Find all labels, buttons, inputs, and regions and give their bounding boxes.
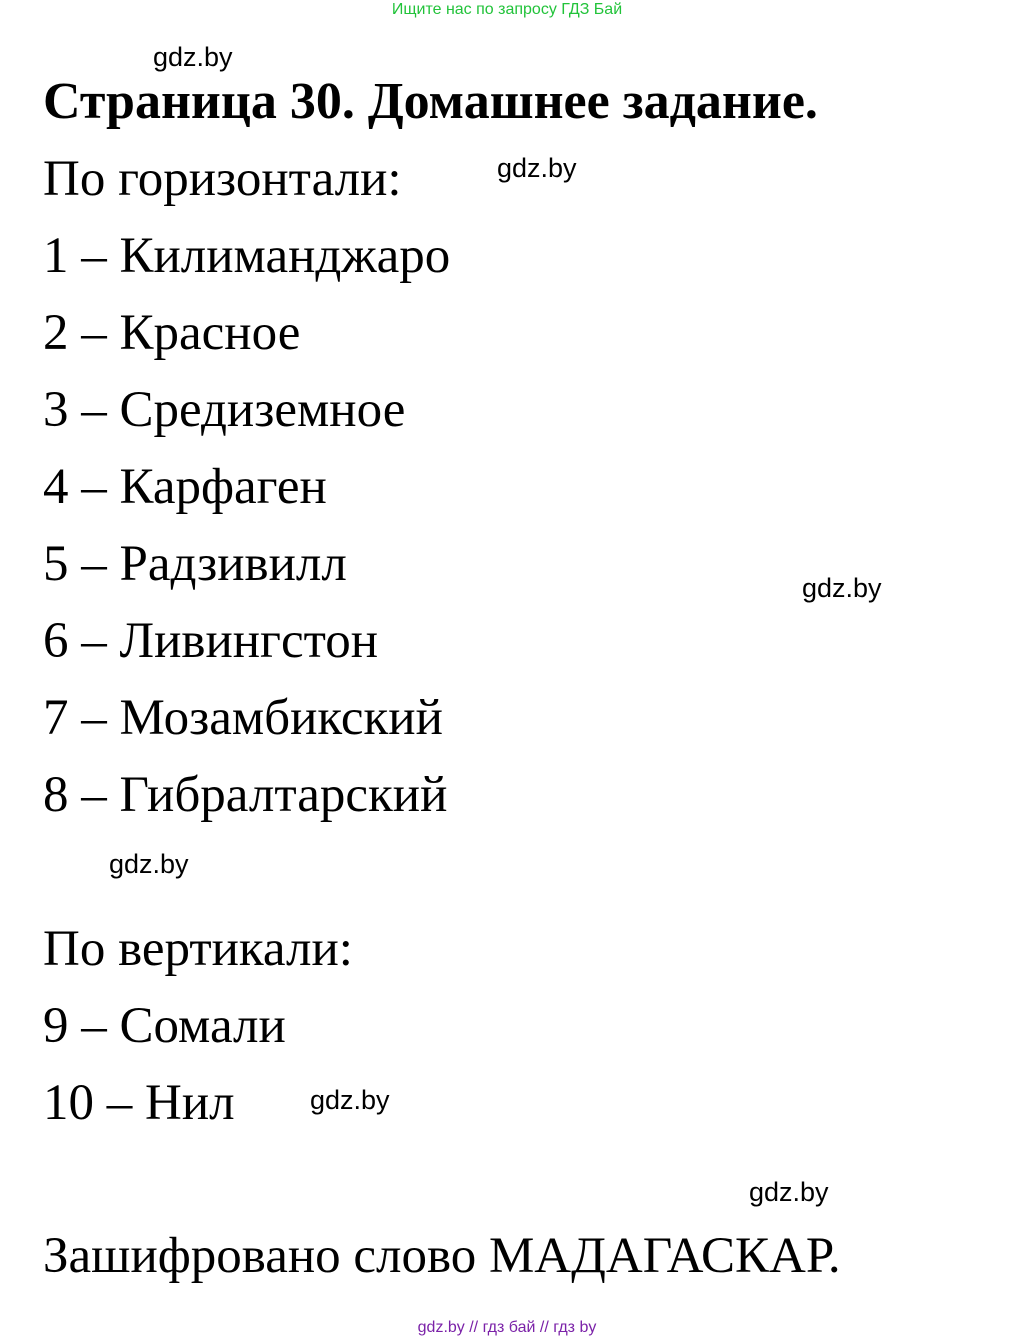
answer-item: 8 – Гибралтарский xyxy=(43,767,448,823)
top-banner[interactable]: Ищите нас по запросу ГДЗ Бай xyxy=(391,1,623,18)
answer-item: 1 – Килиманджаро xyxy=(43,228,451,284)
watermark: gdz.by xyxy=(497,153,577,183)
answer-item: 7 – Мозамбикский xyxy=(43,690,443,746)
watermark: gdz.by xyxy=(109,849,189,879)
watermark: gdz.by xyxy=(749,1177,829,1207)
watermark: gdz.by xyxy=(310,1085,390,1115)
answer-item: 6 – Ливингстон xyxy=(43,613,379,669)
horizontal-heading: По горизонтали: xyxy=(43,151,402,207)
watermark: gdz.by xyxy=(802,573,882,603)
page-title: Страница 30. Домашнее задание. xyxy=(43,73,818,130)
answer-item: 4 – Карфаген xyxy=(43,459,327,515)
footer-links[interactable]: gdz.by // гдз бай // гдз by xyxy=(417,1319,597,1336)
answer-item: 3 – Средиземное xyxy=(43,382,406,438)
watermark: gdz.by xyxy=(153,42,233,72)
answer-item: 10 – Нил xyxy=(43,1075,235,1131)
answer-item: 9 – Сомали xyxy=(43,998,286,1054)
answer-item: 2 – Красное xyxy=(43,305,301,361)
answer-item: 5 – Радзивилл xyxy=(43,536,347,592)
vertical-heading: По вертикали: xyxy=(43,921,353,977)
conclusion-text: Зашифровано слово МАДАГАСКАР. xyxy=(43,1228,841,1284)
